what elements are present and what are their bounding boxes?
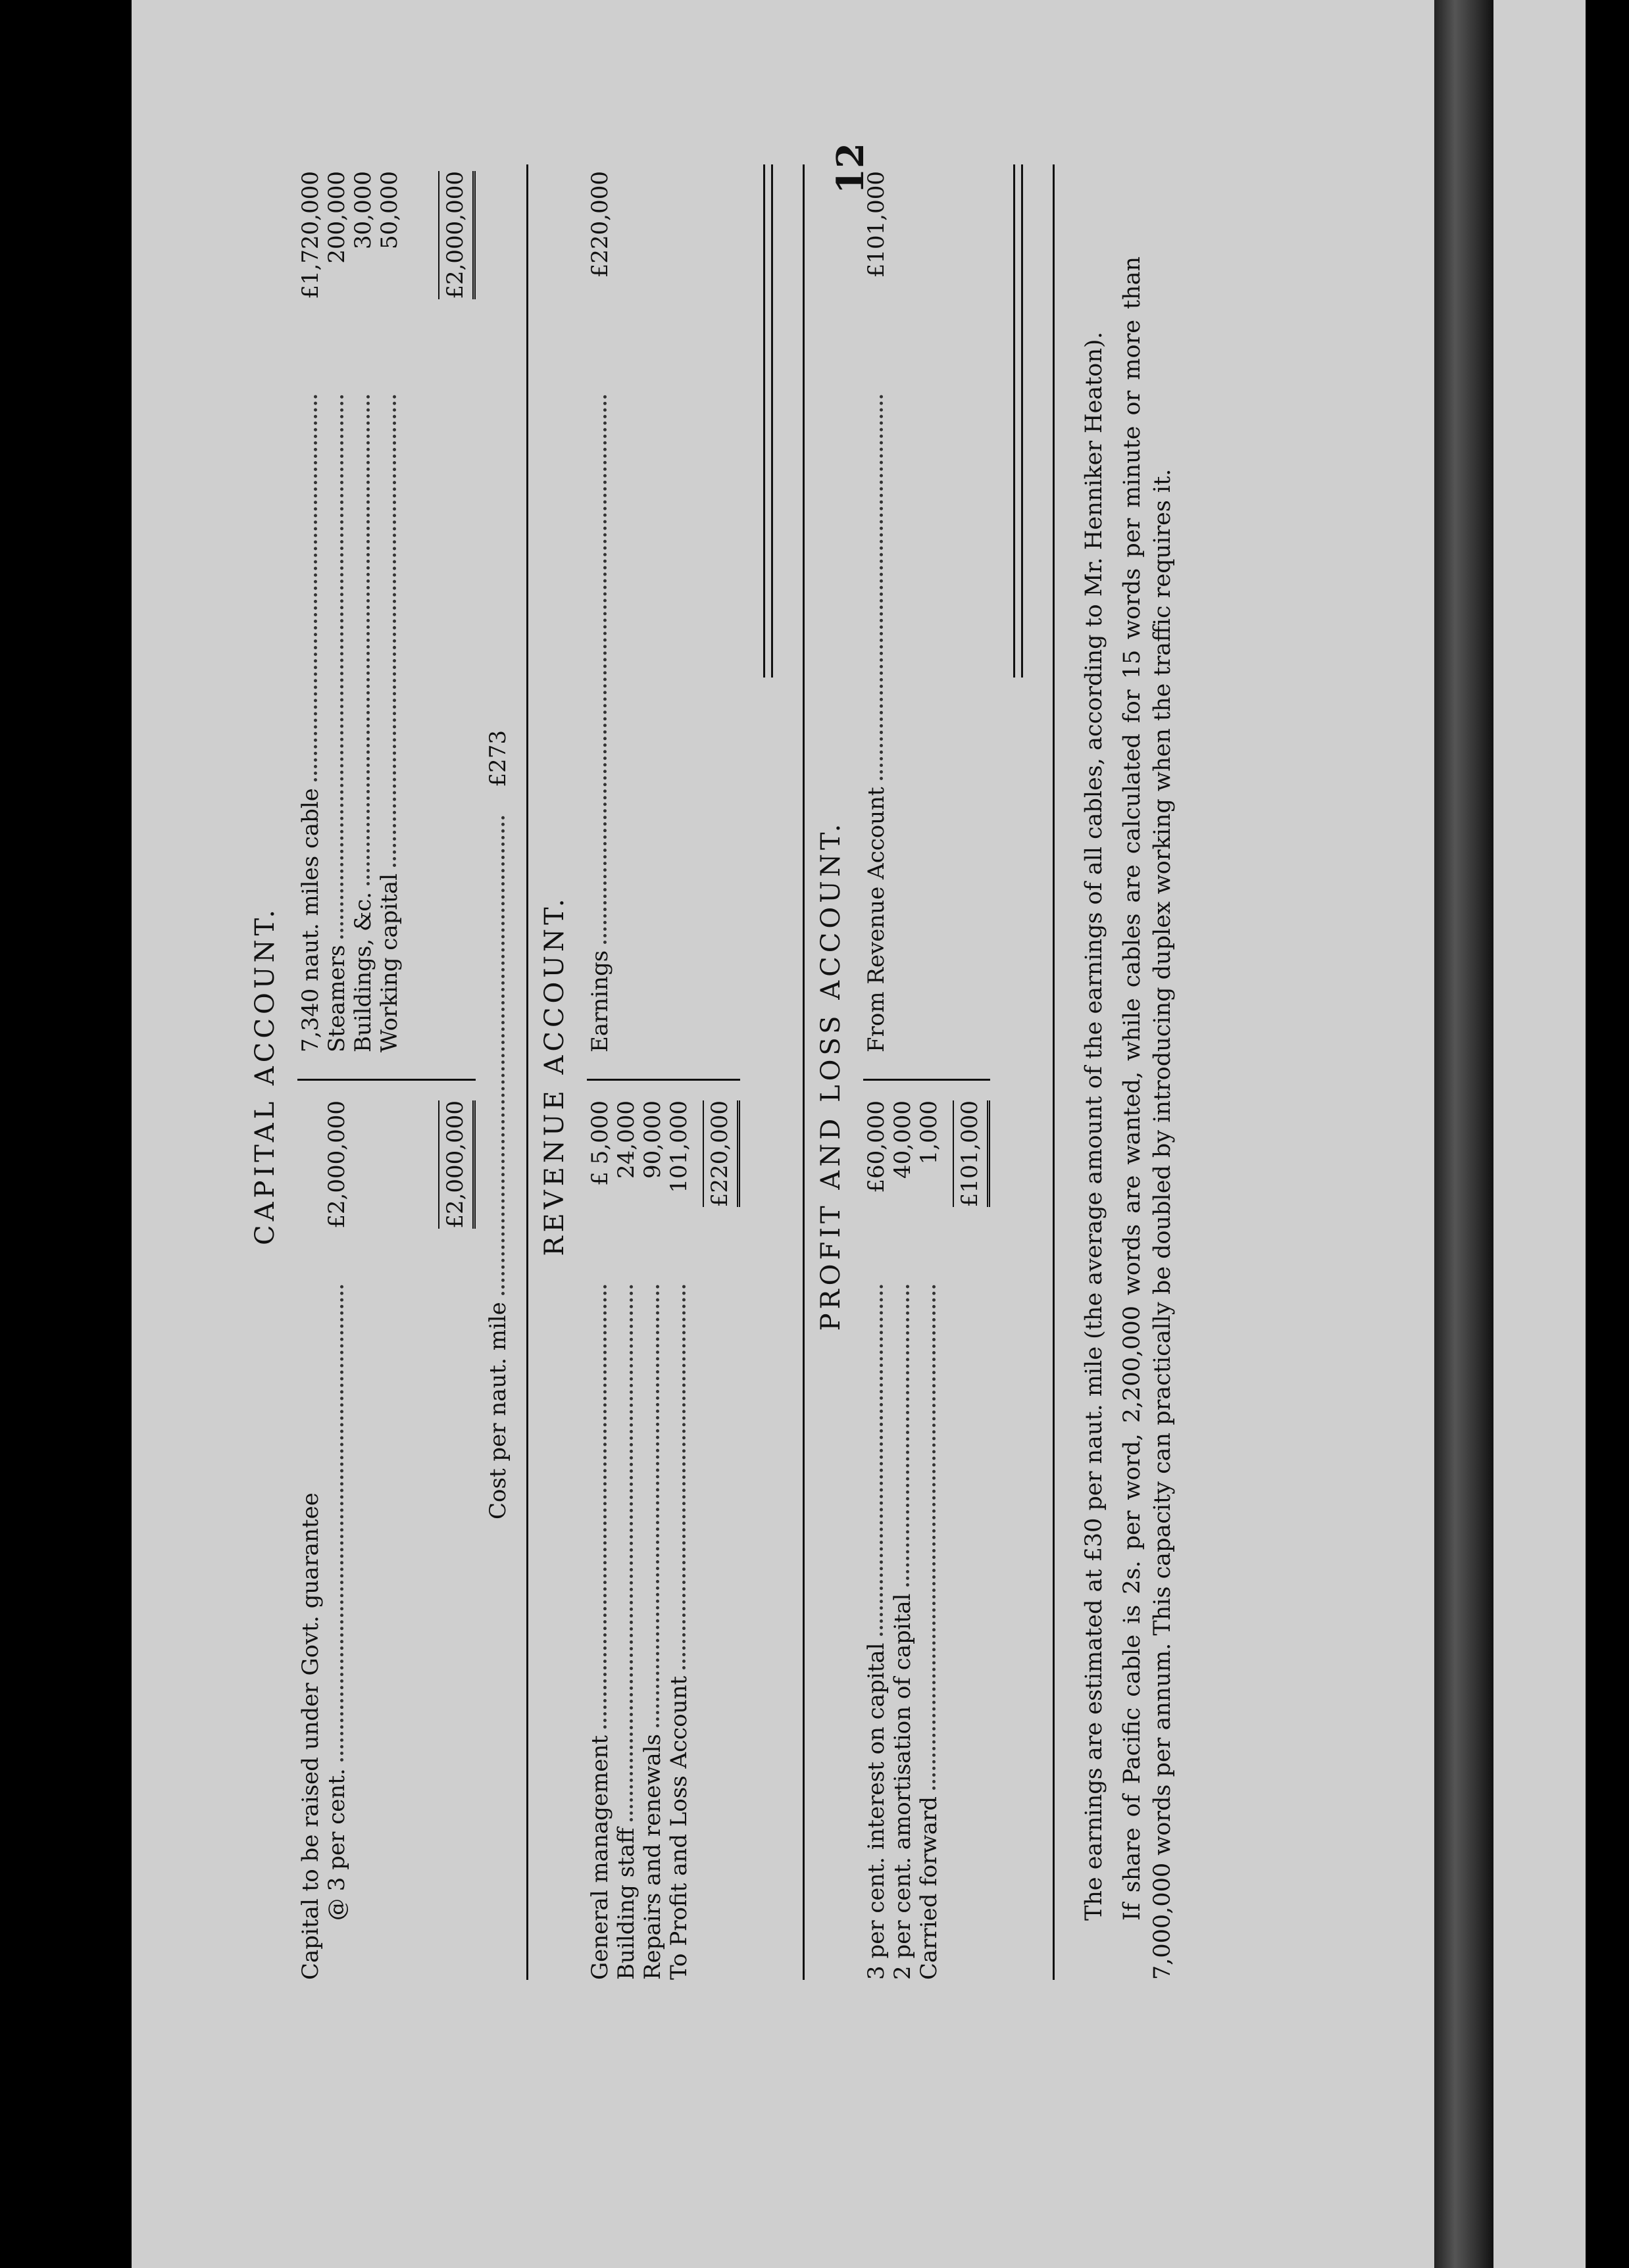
debit-item-label: 2 per cent. amortisation of capital bbox=[890, 1593, 916, 1980]
leader-dots bbox=[932, 1285, 936, 1790]
capital-debit-row-cont bbox=[324, 1100, 350, 1980]
profit-loss-debit-total-value: £101,000 bbox=[953, 1100, 990, 1207]
capital-account-title: CAPITAL ACCOUNT. bbox=[250, 906, 280, 1245]
page-edge bbox=[1434, 0, 1493, 2268]
debit-item-amount: 1,000 bbox=[916, 1100, 942, 1165]
capital-credit-row bbox=[324, 171, 350, 1052]
revenue-account-title: REVENUE ACCOUNT. bbox=[539, 895, 570, 1256]
debit-item-amount: £ 5,000 bbox=[587, 1100, 613, 1186]
capital-debit-total bbox=[438, 1100, 476, 1980]
profit-loss-credit-total-rule bbox=[1013, 164, 1023, 678]
page-number: 12 bbox=[829, 143, 872, 194]
debit-item-label: Building staff bbox=[613, 1827, 639, 1980]
cost-per-mile-row bbox=[485, 730, 511, 1519]
capital-debit-side bbox=[297, 1079, 476, 1980]
revenue-debit-row bbox=[666, 1100, 692, 1980]
profit-loss-credit-side bbox=[863, 171, 990, 1079]
revenue-debit-total bbox=[703, 1100, 740, 1980]
debit-item-label: General management bbox=[587, 1735, 613, 1980]
cost-per-mile-label: Cost per naut. mile bbox=[485, 1302, 511, 1519]
section-divider bbox=[526, 164, 528, 1980]
debit-item-amount: 40,000 bbox=[890, 1100, 916, 1179]
credit-item-amount: £101,000 bbox=[863, 171, 890, 278]
credit-item-amount: 30,000 bbox=[350, 171, 376, 249]
leader-dots bbox=[880, 395, 883, 780]
capital-credit-total bbox=[438, 171, 476, 1052]
profit-loss-debit-row bbox=[916, 1100, 942, 1980]
capital-debit-total-value: £2,000,000 bbox=[438, 1100, 476, 1229]
debit-item-amount: £60,000 bbox=[863, 1100, 890, 1193]
credit-item-amount: 200,000 bbox=[324, 171, 350, 264]
leader-dots bbox=[501, 816, 505, 1295]
leader-dots bbox=[314, 395, 317, 781]
notes bbox=[1079, 257, 1186, 1980]
leader-dots bbox=[656, 1285, 659, 1727]
credit-item-label: 7,340 naut. miles cable bbox=[297, 788, 324, 1052]
capital-credit-row bbox=[376, 171, 403, 1052]
profit-loss-debit-side bbox=[863, 1079, 990, 1980]
profit-loss-debit-total bbox=[953, 1100, 990, 1980]
section-divider bbox=[803, 164, 805, 1980]
credit-item-label: From Revenue Account bbox=[863, 787, 890, 1052]
profit-loss-debit-row bbox=[863, 1100, 890, 1980]
leader-dots bbox=[603, 1285, 607, 1729]
revenue-credit-side bbox=[587, 171, 740, 1079]
capital-credit-row bbox=[297, 171, 324, 1052]
debit-item-label: 3 per cent. interest on capital bbox=[863, 1642, 890, 1980]
leader-dots bbox=[682, 1285, 686, 1669]
capital-credit-row bbox=[350, 171, 376, 1052]
debit-item-label: Carried forward bbox=[916, 1796, 942, 1980]
note-paragraph: If share of Pacific cable is 2s. per word, 2,200,000 words are wanted, while cables are calculated for 15 words per minute or more than 7,000,000 words per annum. This capacity can practically be doubled by introducing duplex working when the traffic requires it. bbox=[1119, 257, 1176, 1980]
profit-loss-credit-row bbox=[863, 171, 890, 1052]
profit-loss-account bbox=[816, 171, 990, 1980]
revenue-debit-side bbox=[587, 1079, 740, 1980]
rotated-page-content bbox=[250, 138, 1368, 1980]
credit-item-label: Buildings, &c. bbox=[350, 891, 376, 1052]
leader-dots bbox=[603, 395, 607, 944]
debit-item-amount: 90,000 bbox=[639, 1100, 666, 1179]
credit-item-label: Steamers bbox=[324, 945, 350, 1052]
credit-item-amount: 50,000 bbox=[376, 171, 403, 249]
leader-dots bbox=[880, 1285, 883, 1636]
debit-item-amount: 24,000 bbox=[613, 1100, 639, 1179]
leader-dots bbox=[366, 395, 370, 885]
credit-item-label: Earnings bbox=[587, 950, 613, 1052]
profit-loss-debit-row bbox=[890, 1100, 916, 1980]
revenue-debit-row bbox=[639, 1100, 666, 1980]
credit-item-label: Working capital bbox=[376, 873, 403, 1052]
revenue-credit-row bbox=[587, 171, 613, 1052]
profit-loss-title: PROFIT AND LOSS ACCOUNT. bbox=[816, 820, 846, 1331]
capital-rate-label: @ 3 per cent. bbox=[324, 1768, 350, 1921]
capital-raised-label: Capital to be raised under Govt. guarantee bbox=[297, 1492, 324, 1980]
section-divider bbox=[1053, 164, 1055, 1980]
credit-item-amount: £1,720,000 bbox=[297, 171, 324, 299]
leader-dots bbox=[340, 1285, 343, 1762]
note-paragraph: The earnings are estimated at £30 per naut. mile (the average amount of the earnings of all cables, according to Mr. Henniker Heaton). bbox=[1081, 332, 1107, 1921]
revenue-account bbox=[539, 171, 740, 1980]
revenue-debit-row bbox=[613, 1100, 639, 1980]
capital-raised-amount: £2,000,000 bbox=[324, 1100, 350, 1229]
revenue-debit-row bbox=[587, 1100, 613, 1980]
leader-dots bbox=[340, 395, 343, 939]
capital-account bbox=[250, 171, 511, 1980]
revenue-debit-total-value: £220,000 bbox=[703, 1100, 740, 1207]
capital-credit-side bbox=[297, 171, 476, 1079]
leader-dots bbox=[906, 1285, 909, 1587]
debit-item-amount: 101,000 bbox=[666, 1100, 692, 1193]
capital-credit-total-value: £2,000,000 bbox=[438, 171, 476, 299]
capital-debit-row bbox=[297, 1100, 324, 1980]
leader-dots bbox=[393, 395, 396, 867]
credit-item-amount: £220,000 bbox=[587, 171, 613, 278]
debit-item-label: Repairs and renewals bbox=[639, 1734, 666, 1980]
revenue-credit-total-rule bbox=[763, 164, 773, 678]
cost-per-mile-value: £273 bbox=[485, 730, 511, 787]
debit-item-label: To Profit and Loss Account bbox=[666, 1675, 692, 1980]
leader-dots bbox=[630, 1285, 633, 1821]
